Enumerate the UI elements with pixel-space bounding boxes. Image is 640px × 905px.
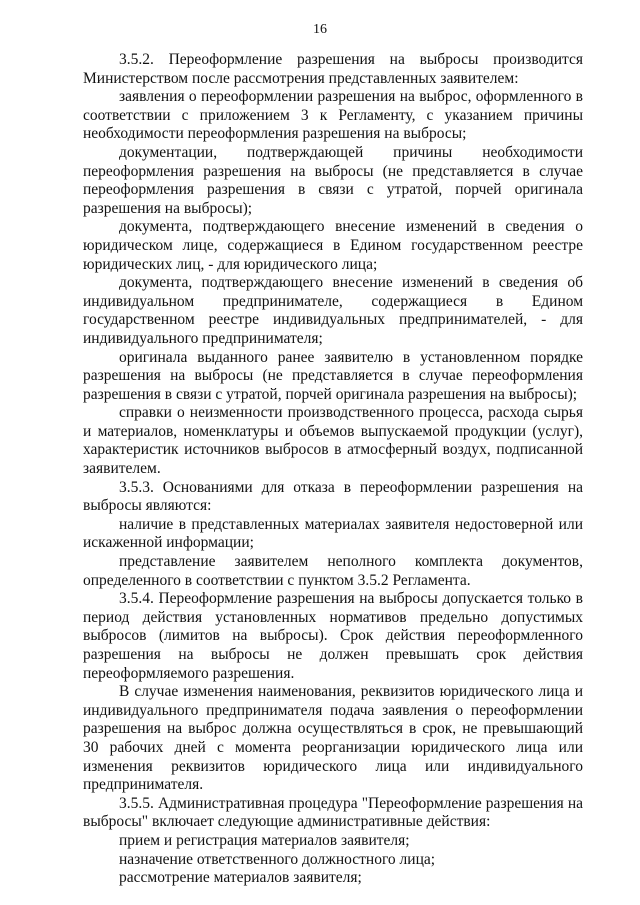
list-item-original-permit: оригинала выданного ранее заявителю в установленном порядке разрешения на выбросы (не представляется в случае переоформления разрешения в связи с утратой, порчей оригинала разрешения на выбросы); [83, 348, 583, 403]
paragraph-3-5-2: 3.5.2. Переоформление разрешения на выбросы производится Министерством после рассмотрения представленных заявителем: [83, 51, 583, 87]
document-body [83, 51, 583, 888]
paragraph-name-change: В случае изменения наименования, реквизитов юридического лица и индивидуального предпринимателя подача заявления о переоформлении разрешения на выброс должна осуществляться в срок, не превышающий 30 рабочих дней с момента реорганизации юридического лица или изменения реквизитов юридического лица или индивидуального предпринимателя. [83, 683, 583, 794]
list-item-documentation: документации, подтверждающей причины необходимости переоформления разрешения на выбросы (не представляется в случае переоформления разрешения в связи с утратой, порчей оригинала разрешения на выбросы); [83, 143, 583, 217]
list-item-assignment: назначение ответственного должностного лица; [119, 850, 436, 868]
list-item-review: рассмотрение материалов заявителя; [119, 869, 362, 887]
list-item-certificate: справки о неизменности производственного процесса, расхода сырья и материалов, номенклатуры и объемов выпускаемой продукции (услуг), характеристик источников выбросов в атмосферный воздух, подписанной заявителем. [83, 404, 583, 478]
paragraph-3-5-3: 3.5.3. Основаниями для отказа в переоформлении разрешения на выбросы являются: [83, 478, 583, 515]
list-item-application: заявления о переоформлении разрешения на выброс, оформленного в соответствии с приложением 3 к Регламенту, с указанием причины необходимости переоформления разрешения на выбросы; [83, 88, 583, 143]
list-item-entrepreneur-document: документа, подтверждающего внесение изменений в сведения об индивидуальном предпринимателе, содержащиеся в Едином государственном реестре индивидуальных предпринимателей, - для индивидуального предпринимателя; [83, 274, 583, 347]
paragraph-3-5-5: 3.5.5. Административная процедура "Переоформление разрешения на выбросы" включает следующие административные действия: [83, 794, 583, 831]
list-item-false-information: наличие в представленных материалах заявителя недостоверной или искаженной информации; [83, 515, 583, 552]
list-item-reception: прием и регистрация материалов заявителя; [119, 831, 410, 849]
list-item-incomplete-documents: представление заявителем неполного комплекта документов, определенного в соответствии с пунктом 3.5.2 Регламента. [83, 553, 583, 589]
paragraph-3-5-4: 3.5.4. Переоформление разрешения на выбросы допускается только в период действия установленных нормативов предельно допустимых выбросов (лимитов на выбросы). Срок действия переоформленного разрешения на выбросы не должен превышать срок действия переоформляемого разрешения. [83, 590, 583, 682]
page-number: 16 [313, 22, 327, 37]
list-item-legal-entity-document: документа, подтверждающего внесение изменений в сведения о юридическом лице, содержащиеся в Едином государственном реестре юридических лиц, - для юридического лица; [83, 218, 583, 273]
